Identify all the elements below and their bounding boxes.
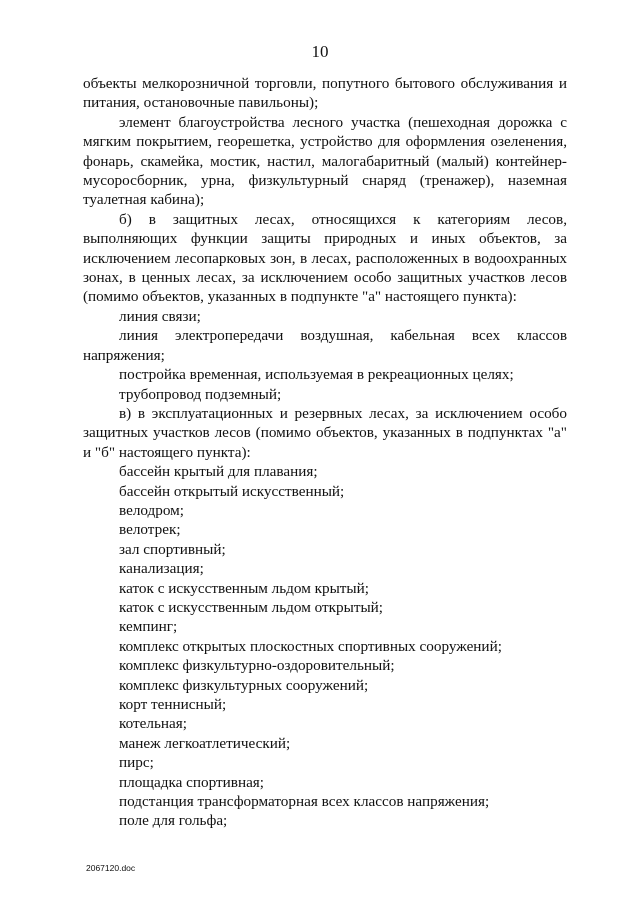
paragraph-subitem-v: в) в эксплуатационных и резервных лесах, за исключением особо защитных участков лесов (помимо объектов, указанных в подпунктах "а" и "б" настоящего пункта): — [83, 404, 567, 461]
paragraph-landscaping-element: элемент благоустройства лесного участка (пешеходная дорожка с мягким покрытием, георешетка, устройство для оформления озеленения, фонарь, скамейка, мостик, настил, малогабаритный (малый) контейнер-мусоросборник, урна, физкультурный снаряд (тренажер), наземная туалетная кабина); — [83, 113, 567, 209]
list-item: велотрек; — [119, 521, 181, 539]
footer-filename: 2067120.doc — [86, 863, 136, 873]
list-item: линия связи; — [119, 307, 201, 325]
list-item: бассейн открытый искусственный; — [119, 482, 345, 500]
list-item: площадка спортивная; — [119, 773, 265, 791]
list-item: пирс; — [119, 754, 154, 772]
list-item: канализация; — [119, 560, 204, 578]
list-item: велодром; — [119, 501, 185, 519]
paragraph-retail-objects: объекты мелкорозничной торговли, попутного бытового обслуживания и питания, остановочные павильоны); — [83, 75, 567, 112]
paragraph-power-line: линия электропередачи воздушная, кабельная всех классов напряжения; — [83, 327, 567, 364]
list-item: комплекс физкультурных сооружений; — [119, 676, 369, 694]
list-item: манеж легкоатлетический; — [119, 734, 291, 752]
list-item: комплекс физкультурно-оздоровительный; — [119, 657, 395, 675]
paragraph-subitem-b: б) в защитных лесах, относящихся к категориям лесов, выполняющих функции защиты природных и иных объектов, за исключением лесопарковых зон, в лесах, расположенных в водоохранных зонах, в ценных лесах, за исключением особо защитных участков лесов (помимо объектов, указанных в подпункте "а" настоящего пункта): — [83, 210, 567, 306]
list-item: зал спортивный; — [119, 540, 226, 558]
list-item: постройка временная, используемая в рекреационных целях; — [119, 366, 514, 384]
list-item: кемпинг; — [119, 618, 178, 636]
list-item: котельная; — [119, 715, 187, 733]
list-item: поле для гольфа; — [119, 812, 228, 830]
list-item: каток с искусственным льдом крытый; — [119, 579, 369, 597]
list-item: подстанция трансформаторная всех классов напряжения; — [119, 793, 490, 811]
page-number: 10 — [311, 42, 329, 61]
list-item: корт теннисный; — [119, 696, 227, 713]
list-item: комплекс открытых плоскостных спортивных сооружений; — [119, 637, 502, 655]
list-item: каток с искусственным льдом открытый; — [119, 598, 384, 616]
list-item: бассейн крытый для плавания; — [119, 463, 318, 481]
list-item: трубопровод подземный; — [119, 385, 282, 403]
document-body — [83, 74, 567, 831]
